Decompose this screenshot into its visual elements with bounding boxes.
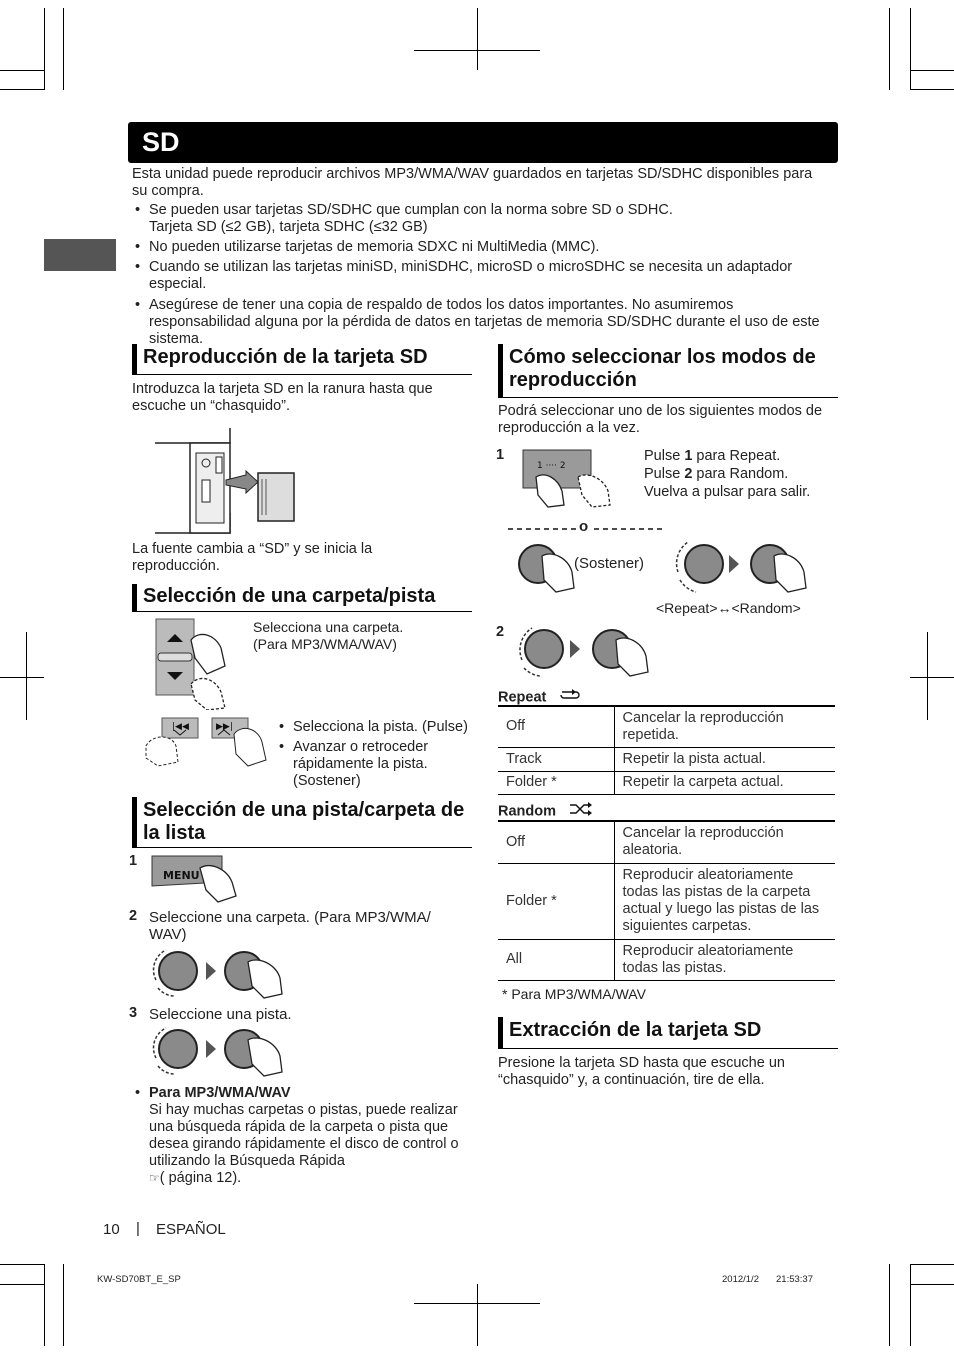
bullet-dot: • <box>135 239 141 255</box>
sd-card-insert-illustration <box>150 425 310 535</box>
intro-bullet <box>135 239 829 256</box>
hold-label: (Sostener) <box>574 555 645 572</box>
bullet-dot: • <box>135 297 141 313</box>
note-text: Si hay muchas carpetas o pistas, puede realizar una búsqueda rápida de la carpeta o pista que desea girando rápidamente el disco de control o utilizando la Búsqueda Rápida <box>149 1102 459 1169</box>
section-heading-extraccion: Extracción de la tarjeta SD <box>498 1017 838 1049</box>
section-heading-seleccion-carpeta: Selección de una carpeta/pista <box>132 584 472 612</box>
shuffle-icon <box>568 802 594 821</box>
repeat-table <box>498 705 835 795</box>
language-tab <box>44 239 116 271</box>
footer-separator: | <box>136 1220 140 1237</box>
footer-time: 21:53:37 <box>776 1274 813 1285</box>
repeat-random-toggle-label: <Repeat>↔<Random> <box>656 600 801 616</box>
bullet-dot: • <box>135 259 141 275</box>
track-bullet <box>279 719 473 736</box>
svg-text:|◀◀: |◀◀ <box>172 722 189 732</box>
step-number: 3 <box>129 1005 138 1021</box>
menu-button[interactable] <box>150 854 240 904</box>
intro-bullet-text: Tarjeta SD (≤2 GB), tarjeta SDHC (≤32 GB) <box>149 219 428 235</box>
table-row <box>498 706 835 747</box>
table-row <box>498 939 835 980</box>
table-cell: Off <box>498 821 614 863</box>
crop-mark <box>0 70 45 71</box>
track-bullet-text: Selecciona la pista. (Pulse) <box>293 719 468 735</box>
bullet-dot: • <box>135 202 141 218</box>
bullet-dot: • <box>279 739 285 755</box>
svg-text:1 ···· 2: 1 ···· 2 <box>537 461 566 471</box>
menu-button-label: MENU <box>163 869 200 882</box>
step1-line: Vuelva a pulsar para salir. <box>644 484 811 500</box>
track-skip-buttons[interactable] <box>142 716 272 768</box>
table-cell: Folder * <box>498 863 614 939</box>
step-number: 2 <box>496 624 505 640</box>
folder-select-note: (Para MP3/WMA/WAV) <box>253 636 397 652</box>
track-bullet-text: Avanzar o retroceder rápidamente la pista. (Sostener) <box>293 739 429 789</box>
note-ref-text: ( página 12). <box>159 1170 242 1186</box>
crop-mark <box>63 1264 64 1346</box>
intro-bullet-text: Asegúrese de tener una copia de respaldo de todos los datos importantes. No asumiremos responsabilidad alguna por la pérdida de datos en tarjetas de memoria SD/SDHC durante el uso de este sistema. <box>149 297 820 347</box>
page-title-bar <box>128 122 838 163</box>
step-text: Seleccione una carpeta. (Para MP3/WMA/ WAV) <box>149 909 431 943</box>
page-title: SD <box>142 127 180 157</box>
crop-mark <box>63 8 64 90</box>
section-heading-reproduccion: Reproducción de la tarjeta SD <box>132 344 472 375</box>
crop-mark <box>414 1303 540 1304</box>
intro-bullet <box>135 259 829 293</box>
note-ref <box>149 1170 471 1187</box>
crop-mark <box>0 677 44 678</box>
crop-mark <box>910 1264 911 1346</box>
intro-text: Esta unidad puede reproducir archivos MP3/WMA/WAV guardados en tarjetas SD/SDHC disponibles para su compra. <box>132 166 813 199</box>
table-row <box>498 863 835 939</box>
intro-bullet <box>135 297 829 348</box>
step1-line: Pulse 1 para Repeat. <box>644 448 781 464</box>
reproduccion-text: Introduzca la tarjeta SD en la ranura hasta que escuche un “chasquido”. <box>132 381 433 414</box>
table-cell: Reproducir aleatoriamente todas las pistas. <box>614 939 835 980</box>
crop-mark <box>910 70 954 71</box>
crop-mark <box>0 1284 45 1285</box>
folder-select-text: Selecciona una carpeta. <box>253 619 404 635</box>
step-number: 1 <box>129 853 138 869</box>
folder-up-down-buttons[interactable] <box>155 618 250 710</box>
intro-bullet-text: Se pueden usar tarjetas SD/SDHC que cumplan con la norma sobre SD o SDHC. <box>149 202 673 218</box>
crop-mark <box>889 8 890 90</box>
track-bullet <box>279 739 458 790</box>
control-dial-turn[interactable] <box>148 1022 288 1078</box>
control-dial-turn[interactable] <box>148 944 288 1000</box>
table-cell: Off <box>498 706 614 747</box>
intro-bullet <box>135 202 829 236</box>
hand-pointer-icon: ☞ <box>149 1171 160 1185</box>
reproduccion-after-text: La fuente cambia a “SD” y se inicia la reproducción. <box>132 541 373 574</box>
footer-date: 2012/1/2 <box>722 1274 759 1285</box>
crop-mark <box>44 8 45 90</box>
intro-bullet-text: No pueden utilizarse tarjetas de memoria SDXC ni MultiMedia (MMC). <box>149 239 600 255</box>
crop-mark <box>0 1264 45 1265</box>
step-text: Seleccione una pista. <box>149 1006 292 1023</box>
bullet-dot: • <box>135 1085 141 1101</box>
section-heading-modos: Cómo seleccionar los modos de reproducción <box>498 344 838 398</box>
crop-mark <box>26 632 27 720</box>
crop-mark <box>910 677 954 678</box>
step-number: 1 <box>496 447 505 463</box>
section-heading-seleccion-lista: Selección de una pista/carpeta de la lista <box>132 797 472 848</box>
crop-mark <box>477 1284 478 1346</box>
intro-bullet-text: Cuando se utilizan las tarjetas miniSD, miniSDHC, microSD o microSDHC se necesita un adaptador especial. <box>149 259 793 292</box>
footnote: * Para MP3/WMA/WAV <box>502 986 646 1002</box>
crop-mark <box>910 1284 954 1285</box>
table-cell: Repetir la carpeta actual. <box>614 771 835 794</box>
table-row <box>498 747 835 771</box>
crop-mark <box>910 1264 954 1265</box>
crop-mark <box>477 8 478 70</box>
crop-mark <box>0 89 45 90</box>
crop-mark <box>927 632 928 720</box>
crop-mark <box>910 89 954 90</box>
control-dial-turn[interactable] <box>514 622 664 680</box>
random-table-title <box>498 802 594 821</box>
table-cell: Cancelar la reproducción repetida. <box>614 706 835 747</box>
crop-mark <box>414 50 540 51</box>
random-title: Random <box>498 803 556 820</box>
random-table <box>498 820 835 981</box>
table-cell: Repetir la pista actual. <box>614 747 835 771</box>
note-title: Para MP3/WMA/WAV <box>149 1085 291 1101</box>
or-label: o <box>579 518 589 535</box>
table-row <box>498 771 835 794</box>
svg-text:▶▶|: ▶▶| <box>216 722 233 732</box>
table-cell: Folder * <box>498 771 614 794</box>
footer-language: ESPAÑOL <box>156 1221 226 1238</box>
crop-mark <box>44 1264 45 1346</box>
table-cell: All <box>498 939 614 980</box>
extraccion-text: Presione la tarjeta SD hasta que escuche un “chasquido” y, a continuación, tire de ella. <box>498 1055 785 1088</box>
step1-line: Pulse 2 para Random. <box>644 466 789 482</box>
table-cell: Track <box>498 747 614 771</box>
step-number: 2 <box>129 908 138 924</box>
table-cell: Reproducir aleatoriamente todas las pistas de la carpeta actual y luego las pistas de las siguientes carpetas. <box>614 863 835 939</box>
hold-dial-illustration[interactable] <box>516 538 816 596</box>
bullet-dot: • <box>279 719 285 735</box>
modos-text: Podrá seleccionar uno de los siguientes modos de reproducción a la vez. <box>498 403 823 436</box>
table-cell: Cancelar la reproducción aleatoria. <box>614 821 835 863</box>
note-block <box>135 1085 471 1187</box>
crop-mark <box>910 8 911 90</box>
table-row <box>498 821 835 863</box>
footer-doc-id: KW-SD70BT_E_SP <box>97 1274 181 1285</box>
repeat-title: Repeat <box>498 689 547 706</box>
crop-mark <box>889 1264 890 1346</box>
preset-buttons-1-2[interactable] <box>522 449 614 509</box>
page-number: 10 <box>103 1221 120 1238</box>
